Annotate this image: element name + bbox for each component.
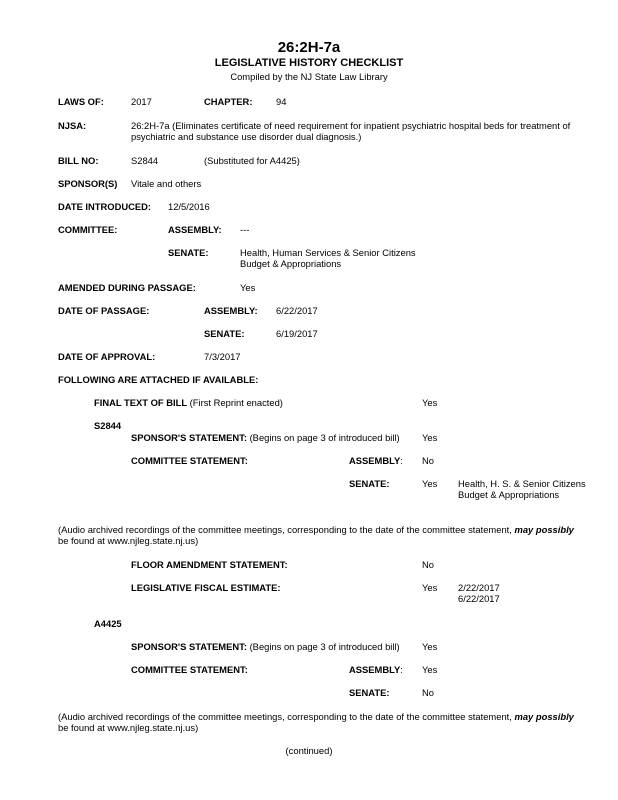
passage-assembly-value: 6/22/2017 bbox=[276, 305, 318, 316]
a4425-sponsor-value: Yes bbox=[422, 641, 438, 652]
s2844-sponsor-label: SPONSOR'S STATEMENT: bbox=[131, 432, 247, 443]
amended-label: AMENDED DURING PASSAGE: bbox=[58, 282, 196, 293]
date-of-approval-label: DATE OF APPROVAL: bbox=[58, 351, 156, 362]
page-title: 26:2H-7a bbox=[277, 39, 341, 56]
s2844-sponsor-value: Yes bbox=[422, 432, 438, 443]
attachments-heading: FOLLOWING ARE ATTACHED IF AVAILABLE: bbox=[58, 374, 259, 385]
njsa-line2: psychiatric and substance use disorder dual diagnosis.) bbox=[131, 131, 362, 142]
s2844-audio-note-line2: be found at www.njleg.state.nj.us) bbox=[58, 535, 199, 546]
checklist-heading: LEGISLATIVE HISTORY CHECKLIST bbox=[214, 57, 404, 69]
final-text-note: (First Reprint enacted) bbox=[189, 397, 283, 408]
s2844-sponsor-row bbox=[131, 432, 400, 443]
s2844-senate-detail2: Budget & Appropriations bbox=[458, 489, 560, 500]
fiscal-estimate-date1: 2/22/2017 bbox=[458, 582, 500, 593]
njsa-label: NJSA: bbox=[58, 120, 87, 131]
final-text-label: FINAL TEXT OF BILL bbox=[94, 397, 188, 408]
compiled-by: Compiled by the NJ State Law Library bbox=[230, 71, 388, 82]
s2844-assembly-label-row bbox=[349, 455, 403, 466]
bill-no-label: BILL NO: bbox=[58, 155, 99, 166]
amended-value: Yes bbox=[240, 282, 256, 293]
chapter-label: CHAPTER: bbox=[204, 96, 253, 107]
date-of-passage-label: DATE OF PASSAGE: bbox=[58, 305, 150, 316]
laws-of-value: 2017 bbox=[131, 96, 152, 107]
s2844-senate-label: SENATE: bbox=[349, 478, 390, 489]
a4425-sponsor-row bbox=[131, 641, 400, 652]
bill-no-value: S2844 bbox=[131, 155, 159, 166]
passage-senate-value: 6/19/2017 bbox=[276, 328, 318, 339]
a4425-audio-text: (Audio archived recordings of the committee meetings, corresponding to the date of the committee statement, bbox=[58, 711, 515, 722]
a4425-audio-emphasis: may possibly bbox=[514, 711, 574, 722]
passage-assembly-label: ASSEMBLY: bbox=[204, 305, 258, 316]
s2844-committee-label: COMMITTEE STATEMENT: bbox=[131, 455, 248, 466]
s2844-senate-detail1: Health, H. S. & Senior Citizens bbox=[458, 478, 586, 489]
a4425-sponsor-note: (Begins on page 3 of introduced bill) bbox=[249, 641, 400, 652]
fiscal-estimate-label: LEGISLATIVE FISCAL ESTIMATE: bbox=[131, 582, 281, 593]
date-introduced-value: 12/5/2016 bbox=[168, 201, 210, 212]
njsa-line1: 26:2H-7a (Eliminates certificate of need requirement for inpatient psychiatric hospital beds for treatment of bbox=[131, 120, 571, 131]
s2844-sponsor-note: (Begins on page 3 of introduced bill) bbox=[249, 432, 400, 443]
committee-label: COMMITTEE: bbox=[58, 224, 118, 235]
a4425-audio-note-line1 bbox=[58, 711, 574, 722]
s2844-senate-value: Yes bbox=[422, 478, 438, 489]
bill-heading-s2844: S2844 bbox=[94, 420, 122, 431]
date-introduced-label: DATE INTRODUCED: bbox=[58, 201, 152, 212]
final-text-row bbox=[94, 397, 283, 408]
s2844-audio-text: (Audio archived recordings of the committee meetings, corresponding to the date of the committee statement, bbox=[58, 524, 515, 535]
chapter-value: 94 bbox=[276, 96, 287, 107]
a4425-assembly-label-row bbox=[349, 664, 403, 675]
date-of-approval-value: 7/3/2017 bbox=[204, 351, 241, 362]
floor-amendment-value: No bbox=[422, 559, 434, 570]
s2844-assembly-colon: : bbox=[400, 455, 403, 466]
a4425-sponsor-label: SPONSOR'S STATEMENT: bbox=[131, 641, 247, 652]
a4425-assembly-value: Yes bbox=[422, 664, 438, 675]
a4425-audio-note-line2: be found at www.njleg.state.nj.us) bbox=[58, 722, 199, 733]
a4425-committee-label: COMMITTEE STATEMENT: bbox=[131, 664, 248, 675]
laws-of-label: LAWS OF: bbox=[58, 96, 104, 107]
committee-senate-label: SENATE: bbox=[168, 247, 209, 258]
a4425-senate-value: No bbox=[422, 687, 434, 698]
committee-assembly-label: ASSEMBLY: bbox=[168, 224, 222, 235]
bill-no-note: (Substituted for A4425) bbox=[204, 155, 300, 166]
committee-assembly-value: --- bbox=[240, 224, 250, 235]
a4425-assembly-label: ASSEMBLY bbox=[349, 664, 401, 675]
s2844-assembly-label: ASSEMBLY bbox=[349, 455, 401, 466]
a4425-assembly-colon: : bbox=[400, 664, 403, 675]
passage-senate-label: SENATE: bbox=[204, 328, 245, 339]
fiscal-estimate-value: Yes bbox=[422, 582, 438, 593]
a4425-senate-label: SENATE: bbox=[349, 687, 390, 698]
fiscal-estimate-date2: 6/22/2017 bbox=[458, 593, 500, 604]
committee-senate-line1: Health, Human Services & Senior Citizens bbox=[240, 247, 416, 258]
s2844-assembly-value: No bbox=[422, 455, 434, 466]
s2844-audio-emphasis: may possibly bbox=[514, 524, 574, 535]
floor-amendment-label: FLOOR AMENDMENT STATEMENT: bbox=[131, 559, 288, 570]
sponsors-label: SPONSOR(S) bbox=[58, 178, 118, 189]
sponsors-value: Vitale and others bbox=[131, 178, 202, 189]
s2844-audio-note-line1 bbox=[58, 524, 574, 535]
committee-senate-line2: Budget & Appropriations bbox=[240, 258, 342, 269]
bill-heading-a4425: A4425 bbox=[94, 618, 122, 629]
final-text-value: Yes bbox=[422, 397, 438, 408]
continued-note: (continued) bbox=[285, 745, 333, 756]
